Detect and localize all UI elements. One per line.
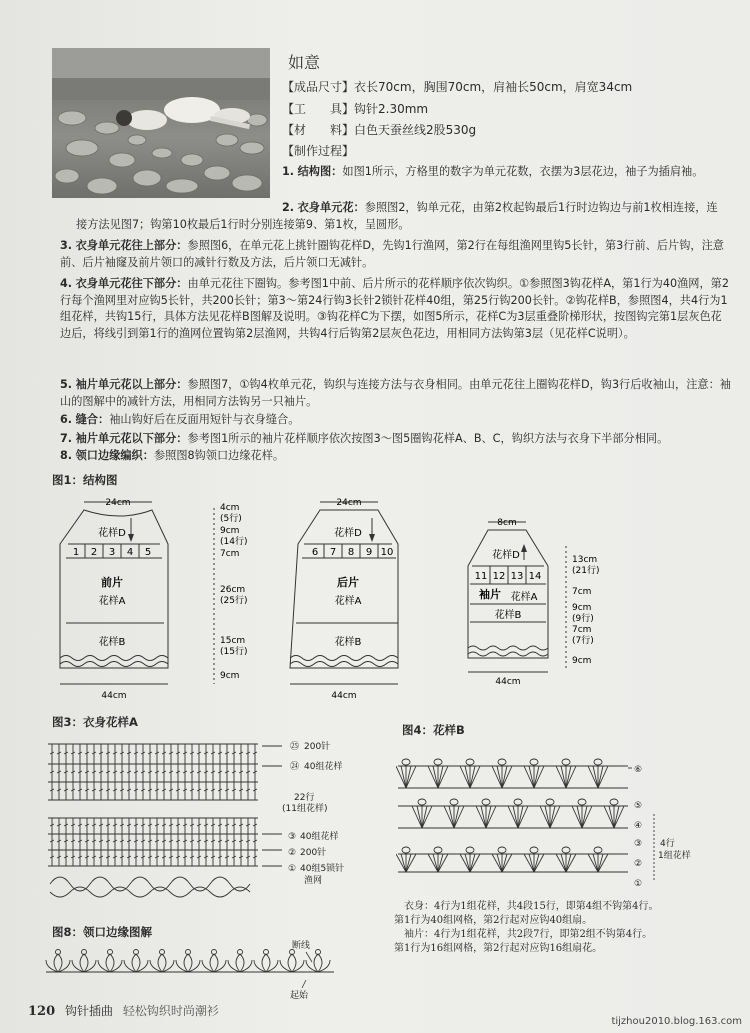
fan-top: [450, 799, 458, 805]
fig4-circle: ④: [634, 821, 643, 831]
fan-stitch: [604, 806, 614, 828]
fan-stitch: [598, 766, 608, 788]
step-heading: 缝合：: [75, 413, 110, 426]
fan-stitch: [534, 766, 544, 788]
sleeve-top-width: 8cm: [497, 518, 517, 528]
sleeve-dim-cm: 9cm: [572, 656, 592, 666]
fan-stitch: [518, 806, 528, 828]
fan-stitch: [438, 854, 443, 872]
pattern-title: 如意: [288, 53, 321, 72]
step-7: [60, 431, 732, 448]
sleeve-pattern-d: 花样D: [492, 550, 520, 561]
step-heading: 袖片单元花以上部分：: [75, 378, 188, 391]
fan-stitch: [502, 854, 512, 872]
sleeve-cell: 11: [474, 571, 488, 582]
back-pattern-d: 花样D: [334, 528, 362, 539]
fan-stitch: [582, 806, 592, 828]
fan-stitch: [561, 854, 566, 872]
fan-top: [530, 847, 538, 853]
back-cell: 8: [347, 547, 355, 558]
spec-row-material: [282, 121, 476, 139]
fan-stitch: [577, 806, 582, 828]
fan-stitch: [609, 806, 614, 828]
fig1-structure-diagram: [40, 488, 680, 710]
fig4-circle: ③: [634, 839, 643, 849]
fan-stitch: [454, 806, 459, 828]
dim-cm: 4cm: [220, 503, 240, 513]
step-number: 4.: [60, 277, 73, 290]
fan-stitch: [614, 806, 619, 828]
watermark: tijzhou2010.blog.163.com: [611, 1016, 742, 1027]
fan-top: [466, 847, 474, 853]
back-piece-name: 后片: [337, 576, 359, 589]
sleeve-dim-cm: 13cm: [572, 555, 598, 565]
front-bottom-width: 44cm: [101, 691, 127, 701]
step-number: 3.: [60, 239, 73, 252]
edge-petal: [288, 954, 296, 972]
fan-top: [610, 799, 618, 805]
fan-top: [514, 799, 522, 805]
fan-stitch: [422, 806, 427, 828]
edge-petal: [80, 954, 88, 972]
fan-stitch: [460, 854, 470, 872]
fan-stitch: [406, 854, 411, 872]
spec-key: 【工 具】: [282, 102, 355, 116]
fig3-circle: ㉕: [290, 742, 300, 752]
step-heading: 结构图：: [297, 165, 343, 178]
fan-stitch: [534, 854, 544, 872]
edge-petal: [54, 954, 62, 972]
fan-stitch: [550, 806, 555, 828]
fan-stitch: [470, 854, 475, 872]
fan-stitch: [582, 806, 587, 828]
fan-top: [434, 847, 442, 853]
step-text: 参照图6，在单元花上挑针圈钩花样D，先钩1行渔网，第2行在每组渔网里钩5长针，第3行前、后片钩，注意前、后片袖窿及前片领口的减针行数及方法，后片领口无减针。: [60, 239, 724, 269]
fig3-annotation: 22行: [294, 793, 315, 803]
spec-row-size: [282, 78, 632, 96]
spec-value: 白色天蚕丝线2股530g: [354, 123, 477, 137]
fan-stitch: [598, 854, 608, 872]
sleeve-dim-rows: (21行): [572, 566, 600, 576]
step-number: 2.: [282, 201, 295, 214]
sleeve-pattern-b: 花样B: [494, 610, 522, 621]
dim-cm: 26cm: [220, 585, 246, 595]
fig3-circle: ②: [288, 848, 297, 858]
fan-stitch: [534, 766, 539, 788]
fan-stitch: [492, 766, 502, 788]
page-footer: [28, 1002, 219, 1019]
step-heading: 领口边缘编织：: [75, 449, 154, 462]
fan-stitch: [502, 766, 512, 788]
fan-stitch: [396, 766, 406, 788]
fan-stitch: [433, 766, 438, 788]
fig4-side-note: 4行: [660, 839, 675, 849]
fan-stitch: [433, 854, 438, 872]
fig3-annotation: (11组花样): [282, 804, 328, 814]
fig4-note: 第1行为16组网格，第2行起对应钩16组扇花。: [394, 943, 603, 954]
edge-petal: [184, 954, 192, 972]
fan-stitch: [486, 806, 496, 828]
fan-stitch: [540, 806, 550, 828]
fig3-circle: ③: [288, 832, 297, 842]
fig3-annotation: 40组5锁针: [300, 864, 345, 874]
sleeve-cell: 14: [528, 571, 542, 582]
fig4-label: 图4：花样B: [402, 723, 465, 737]
step-heading: 袖片单元花以下部分：: [75, 432, 188, 445]
dim-cm: 9cm: [220, 671, 240, 681]
fan-stitch: [529, 854, 534, 872]
fan-stitch: [470, 766, 475, 788]
fig8-label: 图8：领口边缘图解: [52, 925, 153, 939]
fig4-circle: ⑥: [634, 765, 643, 775]
front-cell: 5: [144, 547, 152, 558]
fan-stitch: [502, 854, 507, 872]
sleeve-dim-rows: (7行): [572, 636, 594, 646]
fan-stitch: [406, 766, 411, 788]
fig4-note: 衣身：4行为1组花样，共4段15行，即第4组不钩第4行。: [404, 901, 659, 912]
fan-stitch: [470, 766, 480, 788]
fig4-circle: ⑤: [634, 801, 643, 811]
back-top-width: 24cm: [336, 498, 362, 508]
spec-key: 【成品尺寸】: [282, 80, 355, 94]
fan-stitch: [556, 854, 566, 872]
fan-stitch: [508, 806, 518, 828]
fig3-annotation: 渔网: [304, 876, 323, 886]
fan-stitch: [460, 766, 470, 788]
fig8-edge-chart: [44, 936, 344, 1000]
fan-stitch: [492, 854, 502, 872]
fan-stitch: [428, 766, 438, 788]
dim-rows: (14行): [220, 537, 248, 547]
sleeve-pattern-a: 花样A: [510, 592, 538, 603]
fan-stitch: [529, 766, 534, 788]
fig4-stitch-chart: [396, 744, 696, 900]
sleeve-cell: 12: [492, 571, 506, 582]
fig3-annotation: 200针: [304, 742, 331, 752]
fan-stitch: [428, 854, 438, 872]
fan-stitch: [396, 854, 406, 872]
spec-key: 【制作过程】: [282, 144, 355, 158]
fan-stitch: [524, 854, 534, 872]
edge-petal: [158, 954, 166, 972]
step-heading: 衣身单元花往上部分：: [75, 239, 188, 252]
fan-stitch: [588, 854, 598, 872]
model-photo: [52, 48, 270, 198]
fan-top: [498, 759, 506, 765]
step-number: 8.: [60, 449, 73, 462]
fig8-break-label: 断线: [292, 941, 311, 951]
fan-stitch: [470, 854, 480, 872]
fig3-annotation: 40组花样: [300, 832, 339, 842]
fan-stitch: [550, 806, 560, 828]
fan-stitch: [465, 854, 470, 872]
fan-stitch: [572, 806, 582, 828]
book-name: 轻松钩织时尚潮衫: [122, 1004, 219, 1018]
step-number: 1.: [282, 165, 295, 178]
fan-stitch: [481, 806, 486, 828]
front-piece-name: 前片: [101, 576, 123, 589]
front-cell: 2: [90, 547, 98, 558]
step-text: 参照图7，①钩4枚单元花，钩织与连接方法与衣身相同。由单元花往上圈钩花样D，钩3行后收袖山，注意：袖山的图解中的减针方法，用相同方法钩另一只袖片。: [60, 378, 731, 408]
front-cell: 4: [126, 547, 134, 558]
fig4-note: 第1行为40组网格，第2行起对应钩40组扇。: [394, 915, 593, 926]
front-pattern-b: 花样B: [98, 637, 126, 648]
edge-petal: [314, 954, 322, 972]
step-number: 6.: [60, 413, 73, 426]
front-pattern-d: 花样D: [98, 528, 126, 539]
fan-stitch: [449, 806, 454, 828]
sleeve-dim-rows: (9行): [572, 614, 594, 624]
edge-petal: [236, 954, 244, 972]
fig3-circle: ①: [288, 864, 297, 874]
fig4-circle: ②: [634, 859, 643, 869]
fan-top: [482, 799, 490, 805]
fan-top: [418, 799, 426, 805]
sleeve-bottom-width: 44cm: [495, 677, 521, 687]
fig3-label: 图3：衣身花样A: [52, 715, 138, 729]
front-cell: 3: [108, 547, 116, 558]
dim-cm: 15cm: [220, 636, 246, 646]
fan-top: [530, 759, 538, 765]
page-number: 120: [28, 1004, 56, 1019]
fan-stitch: [598, 854, 603, 872]
fig3-annotation: 40组花样: [304, 762, 343, 772]
fan-top: [466, 759, 474, 765]
step-text: 袖山钩好后在反面用短针与衣身缝合。: [109, 413, 300, 426]
fig4-circle: ①: [634, 879, 643, 889]
step-8: [60, 448, 732, 465]
fan-stitch: [524, 766, 534, 788]
fan-stitch: [513, 806, 518, 828]
fan-stitch: [417, 806, 422, 828]
fan-top: [402, 847, 410, 853]
fan-stitch: [406, 766, 416, 788]
fan-stitch: [454, 806, 464, 828]
fig8-start-label: 起始: [290, 991, 309, 1000]
edge-petal: [262, 954, 270, 972]
dim-cm: 7cm: [220, 549, 240, 559]
dim-rows: (15行): [220, 647, 248, 657]
fan-stitch: [545, 806, 550, 828]
fig1-label: 图1：结构图: [52, 473, 118, 487]
step-text: 由单元花往下圈钩。参考图1中前、后片所示的花样顺序依次钩织。①参照图3钩花样A，第1行为40渔网，第2行每个渔网里对应钩5长针，共200长针；第3～第24行钩3长针2锁针花样40组，第25行钩200长针。②钩花样B，参照图4，共4行为1组花样，共钩15行，具体方法见花样B图解及说明。③钩花样C为下摆，如图5所示，花样C为3层重叠阶梯形状，按图钩完第1层灰色花边后，将线引到第1行的渔网位置钩第2层渔网，共钩4行后钩第2层灰色花边，用相同方法钩第3层（见花样C说明）。: [60, 277, 729, 340]
dim-cm: 9cm: [220, 526, 240, 536]
fan-stitch: [476, 806, 486, 828]
step-1: [282, 164, 722, 181]
fan-stitch: [566, 766, 576, 788]
fan-stitch: [566, 766, 571, 788]
fan-top: [562, 759, 570, 765]
spec-value: 钩针2.30mm: [354, 102, 429, 116]
fan-top: [578, 799, 586, 805]
fan-top: [434, 759, 442, 765]
fan-top: [498, 847, 506, 853]
back-cell: 10: [380, 547, 394, 558]
sleeve-dim-cm: 7cm: [572, 625, 592, 635]
fan-stitch: [401, 766, 406, 788]
spec-key: 【材 料】: [282, 123, 355, 137]
fan-stitch: [518, 806, 523, 828]
step-heading: 衣身单元花往下部分：: [75, 277, 188, 290]
step-heading: 衣身单元花：: [297, 201, 365, 214]
step-text: 参考图1所示的袖片花样顺序依次按图3～图5圈钩花样A、B、C，钩织方法与衣身下半部分相同。: [187, 432, 669, 445]
step-6: [60, 412, 732, 429]
fan-top: [594, 759, 602, 765]
fan-stitch: [444, 806, 454, 828]
edge-petal: [106, 954, 114, 972]
back-cell: 7: [329, 547, 337, 558]
fan-stitch: [561, 766, 566, 788]
step-text: 如图1所示，方格里的数字为单元花数，衣摆为3层花边，袖子为插肩袖。: [342, 165, 704, 178]
fan-stitch: [556, 766, 566, 788]
fan-stitch: [406, 854, 416, 872]
fan-top: [546, 799, 554, 805]
step-4: [60, 276, 732, 342]
fig4-notes: [394, 900, 694, 956]
front-cell: 1: [72, 547, 80, 558]
fig3-stitch-chart: [44, 734, 374, 918]
section-name: 钩针插曲: [64, 1004, 113, 1018]
fig4-side-note: 1组花样: [658, 851, 691, 861]
fan-stitch: [438, 766, 448, 788]
fan-stitch: [497, 854, 502, 872]
back-bottom-width: 44cm: [331, 691, 357, 701]
fan-stitch: [593, 766, 598, 788]
fan-stitch: [465, 766, 470, 788]
fan-stitch: [422, 806, 432, 828]
fan-stitch: [438, 854, 448, 872]
fan-stitch: [534, 854, 539, 872]
fan-stitch: [588, 766, 598, 788]
fan-stitch: [614, 806, 624, 828]
sleeve-cell: 13: [510, 571, 524, 582]
fan-stitch: [593, 854, 598, 872]
fan-top: [594, 847, 602, 853]
step-2: [76, 200, 728, 233]
front-pattern-a: 花样A: [98, 596, 126, 607]
back-cell: 6: [311, 547, 319, 558]
spec-row-process: [282, 142, 354, 160]
fan-stitch: [438, 766, 443, 788]
sleeve-piece-name: 袖片: [479, 588, 501, 601]
back-cell: 9: [365, 547, 373, 558]
fan-stitch: [412, 806, 422, 828]
edge-petal: [210, 954, 218, 972]
step-number: 7.: [60, 432, 73, 445]
edge-petal: [132, 954, 140, 972]
fig4-note: 袖片：4行为1组花样，共2段7行，即第2组不钩第4行。: [404, 929, 653, 940]
step-5: [60, 377, 732, 410]
front-top-width: 24cm: [105, 498, 131, 508]
fan-stitch: [401, 854, 406, 872]
step-text: 参照图8钩领口边缘花样。: [153, 449, 285, 462]
sleeve-dim-cm: 9cm: [572, 603, 592, 613]
back-pattern-a: 花样A: [334, 596, 362, 607]
fan-stitch: [566, 854, 576, 872]
fan-stitch: [486, 806, 491, 828]
fan-stitch: [502, 766, 507, 788]
fig3-annotation: 200针: [300, 848, 327, 858]
fan-top: [562, 847, 570, 853]
fan-stitch: [497, 766, 502, 788]
fan-stitch: [566, 854, 571, 872]
photo-illustration: [52, 48, 270, 198]
step-3: [60, 238, 732, 271]
spec-row-tool: [282, 100, 428, 118]
fig3-circle: ㉔: [290, 762, 300, 772]
dim-rows: (5行): [220, 514, 242, 524]
dim-rows: (25行): [220, 596, 248, 606]
fan-stitch: [598, 766, 603, 788]
step-number: 5.: [60, 378, 73, 391]
spec-value: 衣长70cm，胸围70cm，肩袖长50cm，肩宽34cm: [354, 80, 633, 94]
back-pattern-b: 花样B: [334, 637, 362, 648]
fan-top: [402, 759, 410, 765]
step-text: 参照图2，钩单元花，由第2枚起钩最后1行时边钩边与前1枚相连接，连接方法见图7；钩第10枚最后1行时分别连接第9、第1枚，呈圆形。: [76, 201, 718, 231]
sleeve-dim-cm: 7cm: [572, 587, 592, 597]
